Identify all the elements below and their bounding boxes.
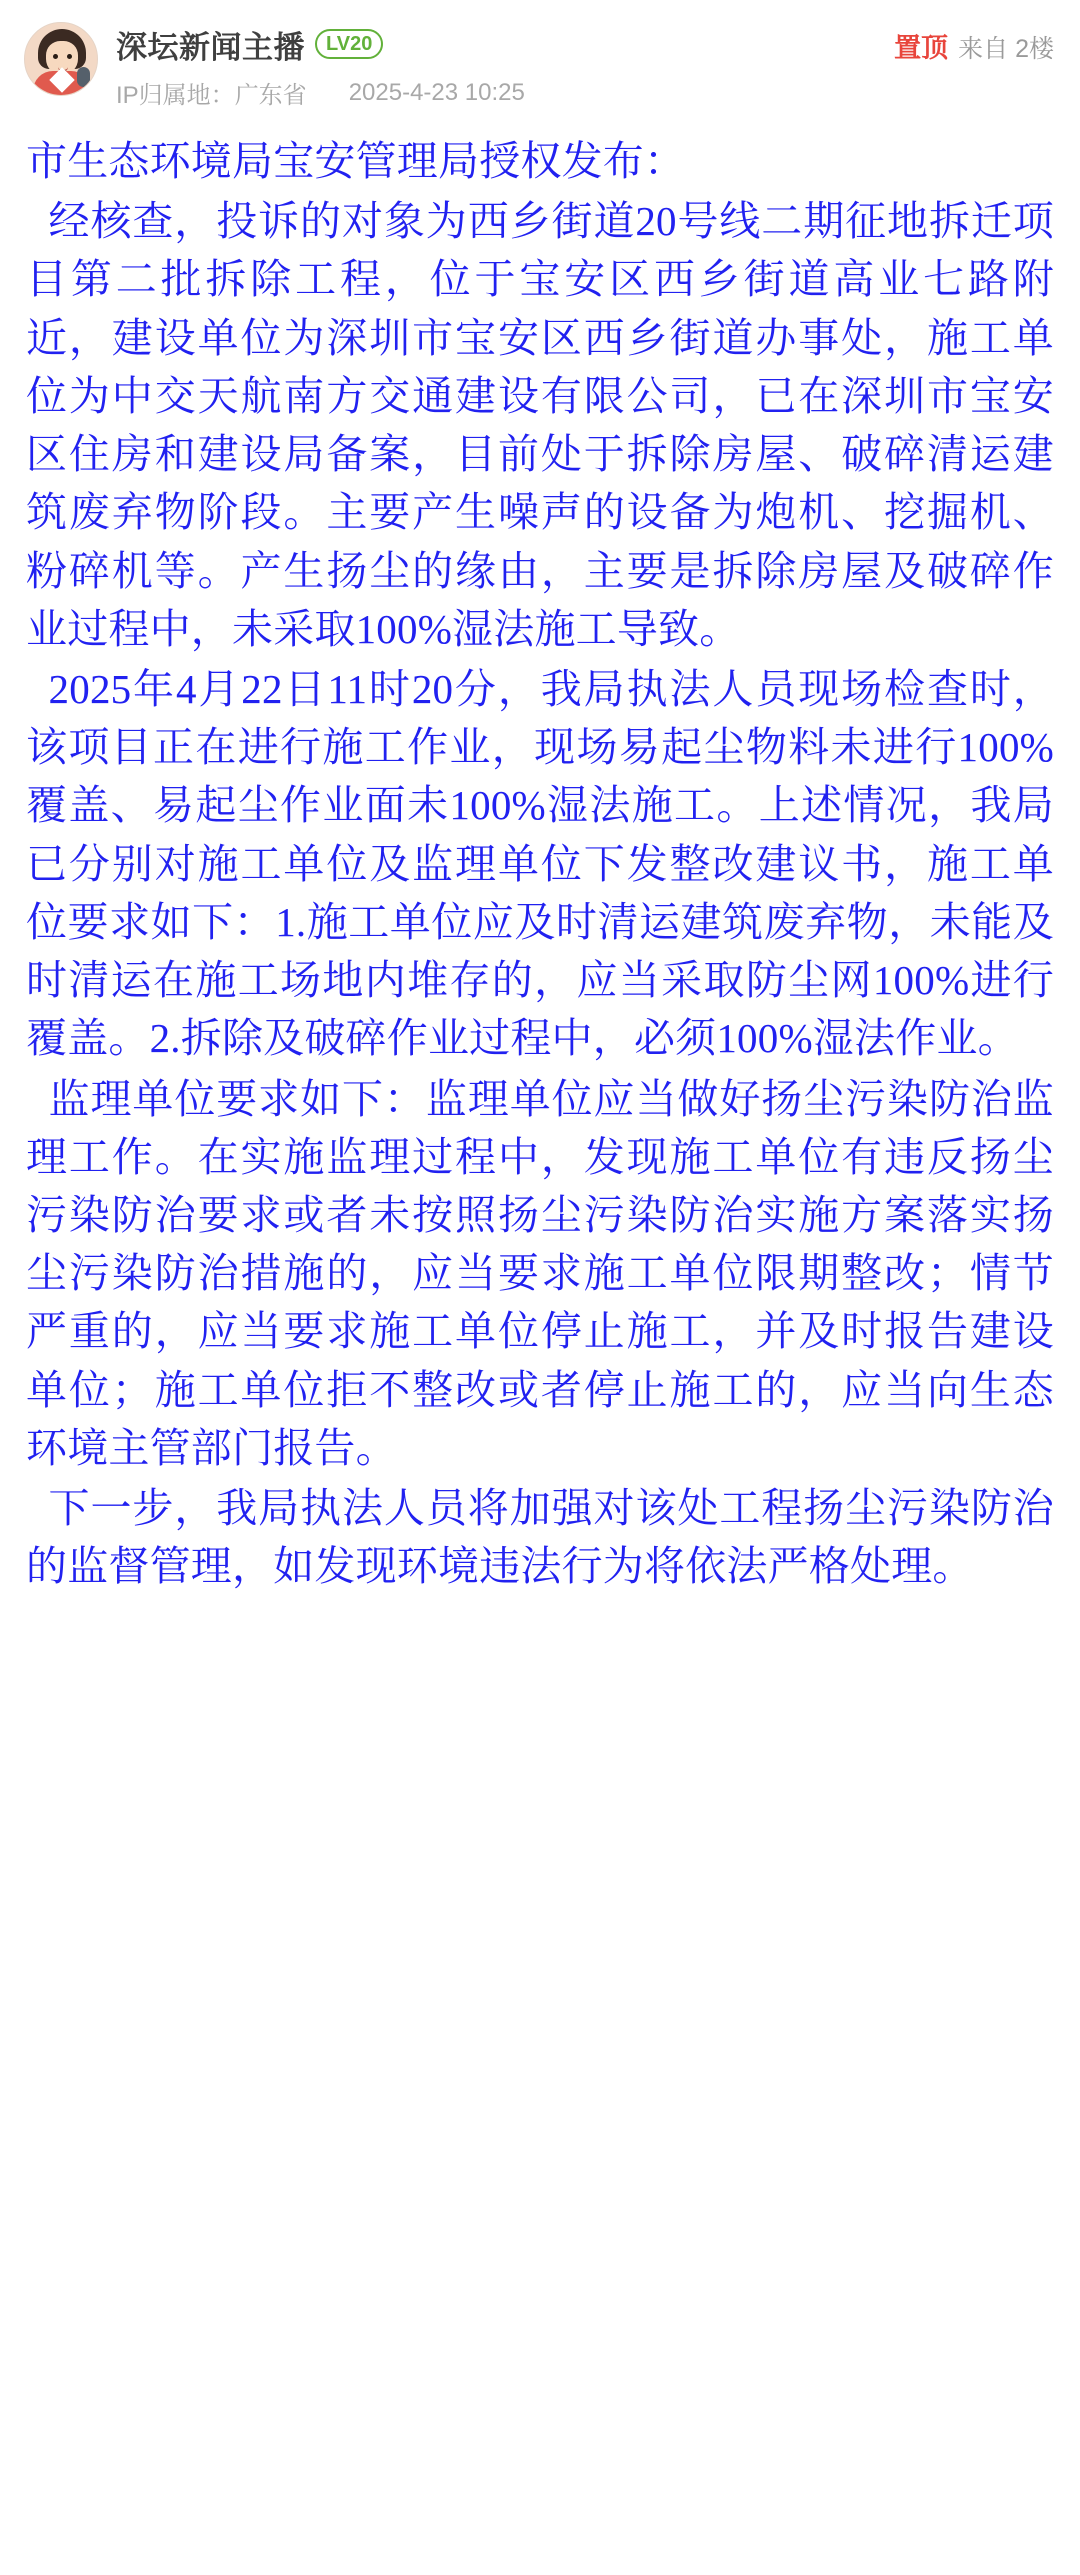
avatar-eye-right (67, 54, 72, 59)
avatar-eye-left (53, 54, 58, 59)
ip-location-value: 广东省 (234, 82, 307, 109)
level-badge: LV20 (315, 29, 383, 59)
post-tags (894, 26, 1054, 65)
post-paragraph-4: 监理单位要求如下：监理单位应当做好扬尘污染防治监理工作。在实施监理过程中，发现施工单位有违反扬尘污染防治要求或者未按照扬尘污染防治实施方案落实扬尘污染防治措施的，应当要求施工单位限期整改；情节严重的，应当要求施工单位停止施工，并及时报告建设单位；施工单位拒不整改或者停止施工的，应当向生态环境主管部门报告。 (26, 1075, 1054, 1471)
post-header (0, 0, 1080, 126)
pinned-badge: 置顶 (894, 33, 949, 63)
post-paragraph-2: 经核查，投诉的对象为西乡街道20号线二期征地拆迁项目第二批拆除工程，位于宝安区西乡街道高业七路附近，建设单位为深圳市宝安区西乡街道办事处，施工单位为中交天航南方交通建设有限公司，已在深圳市宝安区住房和建设局备案，目前处于拆除房屋、破碎清运建筑废弃物阶段。主要产生噪声的设备为炮机、挖掘机、粉碎机等。产生扬尘的缘由，主要是拆除房屋及破碎作业过程中，未采取100%湿法施工导致。 (26, 198, 1054, 652)
post-source-label: 来自 2楼 (958, 35, 1054, 63)
post-paragraph-1: 市生态环境局宝安管理局授权发布： (26, 138, 686, 184)
author-name[interactable]: 深坛新闻主播 (116, 29, 305, 65)
ip-label-text: IP归属地： (116, 82, 235, 109)
post-content (0, 126, 1080, 1637)
post-timestamp: 2025-4-23 10:25 (348, 78, 525, 106)
microphone-icon (77, 67, 90, 87)
avatar[interactable] (24, 22, 98, 96)
ip-location-label (116, 75, 307, 110)
post-paragraph-3: 2025年4月22日11时20分，我局执法人员现场检查时，该项目正在进行施工作业，现场易起尘物料未进行100%覆盖、易起尘作业面未100%湿法施工。上述情况，我局已分别对施工单位及监理单位下发整改建议书，施工单位要求如下：1.施工单位应及时清运建筑废弃物，未能及时清运在施工场地内堆存的，应当采取防尘网100%进行覆盖。2.拆除及破碎作业过程中，必须100%湿法作业。 (26, 665, 1054, 1062)
post-paragraph-5: 下一步，我局执法人员将加强对该处工程扬尘污染防治的监督管理，如发现环境违法行为将依法严格处理。 (26, 1485, 1054, 1590)
post-meta-row (116, 75, 1054, 110)
